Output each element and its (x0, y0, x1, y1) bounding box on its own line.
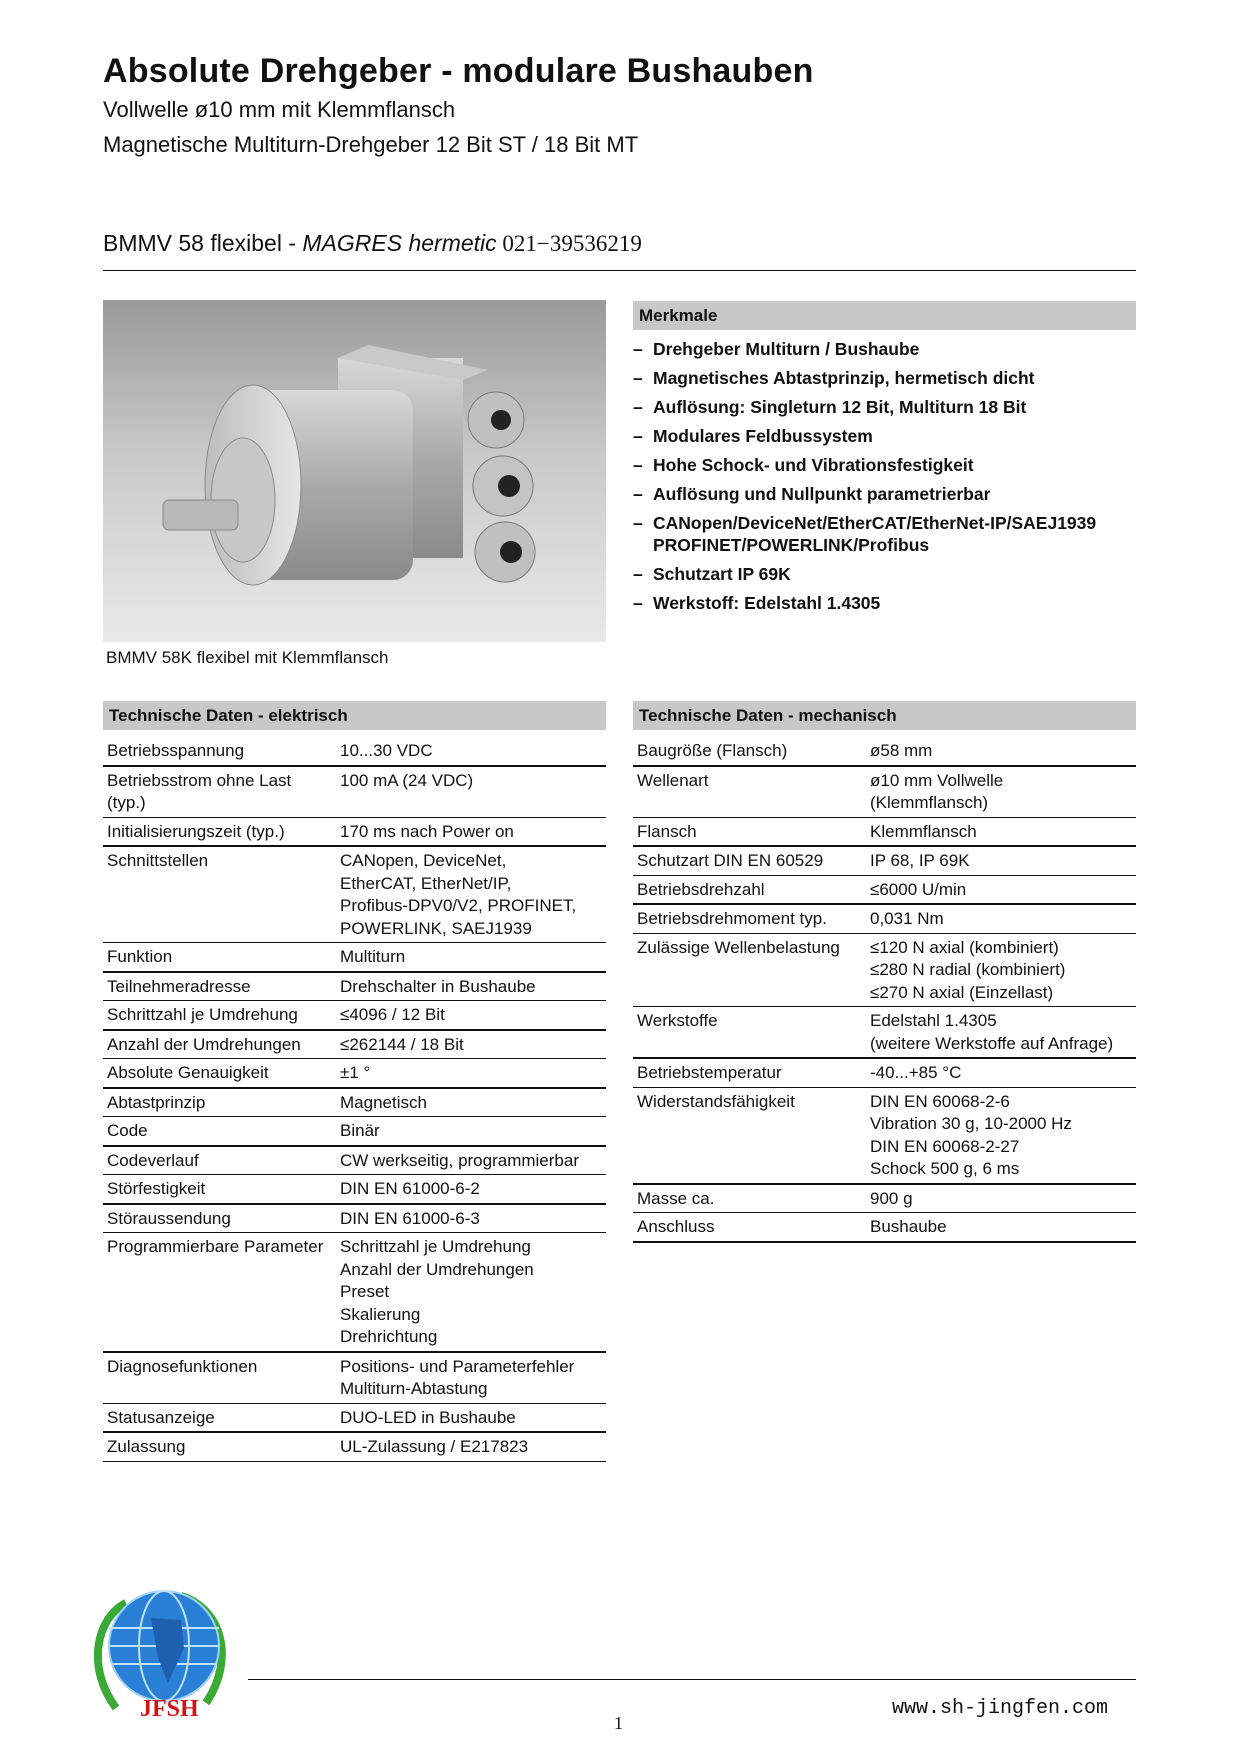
spec-value-line: CW werkseitig, programmierbar (340, 1150, 579, 1170)
spec-value-line: ≤120 N axial (kombiniert) (870, 937, 1059, 957)
spec-value-line: 100 mA (24 VDC) (340, 770, 474, 790)
spec-value (336, 1175, 606, 1204)
spec-value-line: CANopen, DeviceNet, (340, 851, 507, 870)
dash-bullet-icon: – (633, 564, 643, 584)
spec-row (633, 1213, 1136, 1242)
spec-value (336, 737, 606, 766)
spec-value-line: -40...+85 °C (870, 1063, 962, 1082)
spec-label: Betriebstemperatur (637, 1063, 782, 1082)
spec-value (866, 875, 1136, 904)
subtitle-resolution: Magnetische Multiturn-Drehgeber 12 Bit ST / 18 Bit MT (103, 132, 639, 157)
contact-phone: 021−39536219 (496, 231, 642, 256)
spec-row (103, 1432, 606, 1461)
spec-value (336, 1088, 606, 1117)
spec-row (103, 1175, 606, 1204)
spec-value (336, 1059, 606, 1088)
page-title: Absolute Drehgeber - modulare Bushauben (103, 52, 814, 90)
spec-label: Zulassung (107, 1437, 186, 1456)
spec-value-line: Drehschalter in Bushaube (340, 976, 536, 996)
mechanical-table (633, 737, 1136, 1243)
feature-text: Modulares Feldbussystem (653, 426, 873, 446)
feature-text: Auflösung: Singleturn 12 Bit, Multiturn 18 Bit (653, 397, 1027, 417)
spec-value (866, 1213, 1136, 1242)
spec-value-line: Vibration 30 g, 10-2000 Hz (870, 1114, 1072, 1133)
spec-value (336, 943, 606, 972)
spec-value (336, 1403, 606, 1432)
spec-value (336, 1146, 606, 1175)
spec-value-line: ≤262144 / 18 Bit (340, 1034, 464, 1054)
feature-text: Hohe Schock- und Vibrationsfestigkeit (653, 455, 974, 475)
spec-row (633, 737, 1136, 766)
product-photo (103, 300, 606, 642)
spec-label: Diagnosefunktionen (107, 1356, 258, 1376)
feature-text: Drehgeber Multiturn / Bushaube (653, 339, 920, 359)
feature-item (633, 425, 1136, 447)
spec-value-line: Schock 500 g, 6 ms (870, 1159, 1020, 1178)
spec-value (866, 766, 1136, 818)
spec-value-line: ≤280 N radial (kombiniert) (870, 960, 1066, 979)
dash-bullet-icon: – (633, 513, 643, 533)
spec-row (633, 766, 1136, 818)
spec-value (866, 1087, 1136, 1184)
spec-label: Code (107, 1121, 148, 1140)
spec-row (633, 1087, 1136, 1184)
spec-value (866, 817, 1136, 846)
spec-value-line: Binär (340, 1121, 380, 1140)
spec-value-line: 0,031 Nm (870, 909, 944, 928)
spec-label: Betriebsdrehzahl (637, 879, 765, 899)
spec-row (633, 846, 1136, 875)
spec-label: Widerstandsfähigkeit (637, 1091, 795, 1111)
features-heading: Merkmale (633, 301, 1136, 330)
spec-value (336, 972, 606, 1001)
spec-value-line: 10...30 VDC (340, 741, 433, 760)
spec-row (633, 1007, 1136, 1059)
product-model: BMMV 58 flexibel - (103, 230, 303, 256)
spec-row (103, 1030, 606, 1059)
subtitle-shaft: Vollwelle ø10 mm mit Klemmflansch (103, 97, 456, 122)
feature-item (633, 483, 1136, 505)
encoder-illustration (103, 300, 606, 642)
spec-row (103, 817, 606, 846)
dash-bullet-icon: – (633, 455, 643, 475)
spec-value-line: Skalierung (340, 1304, 421, 1324)
spec-row (103, 1403, 606, 1432)
dash-bullet-icon: – (633, 368, 643, 388)
spec-value-line: Multiturn (340, 947, 406, 966)
spec-value-line: DIN EN 61000-6-3 (340, 1208, 480, 1228)
spec-value-line: ≤270 N axial (Einzellast) (870, 982, 1054, 1002)
spec-value-line: Profibus-DPV0/V2, PROFINET, (340, 896, 577, 915)
spec-label: Baugröße (Flansch) (637, 741, 788, 760)
photo-caption: BMMV 58K flexibel mit Klemmflansch (106, 648, 389, 667)
spec-row (103, 846, 606, 943)
spec-value-line: 900 g (870, 1188, 913, 1208)
feature-item (633, 592, 1136, 614)
spec-row (633, 1184, 1136, 1213)
spec-value (866, 1058, 1136, 1087)
spec-row (633, 904, 1136, 933)
spec-label: Betriebsdrehmoment typ. (637, 909, 827, 928)
spec-value (336, 1001, 606, 1030)
spec-label: Funktion (107, 947, 173, 966)
spec-value-line: UL-Zulassung / E217823 (340, 1437, 529, 1456)
spec-row (103, 1233, 606, 1352)
spec-value-line: DIN EN 60068-2-6 (870, 1091, 1010, 1111)
spec-row (103, 1204, 606, 1233)
spec-label: Absolute Genauigkeit (107, 1063, 269, 1082)
spec-value-line: Multiturn-Abtastung (340, 1379, 488, 1398)
spec-value (336, 1030, 606, 1059)
spec-value (336, 1117, 606, 1146)
spec-value (866, 933, 1136, 1007)
spec-row (103, 972, 606, 1001)
dash-bullet-icon: – (633, 339, 643, 359)
feature-item (633, 454, 1136, 476)
spec-label: Initialisierungszeit (typ.) (107, 821, 285, 841)
features-list (633, 338, 1136, 614)
spec-value-line: DUO-LED in Bushaube (340, 1407, 516, 1427)
spec-label: Werkstoffe (637, 1011, 718, 1030)
electrical-specs (103, 701, 606, 1462)
spec-value (866, 737, 1136, 766)
spec-value-line: 170 ms nach Power on (340, 821, 514, 841)
spec-value (336, 766, 606, 818)
spec-value (866, 1007, 1136, 1059)
feature-text: Werkstoff: Edelstahl 1.4305 (653, 593, 881, 613)
feature-text: Schutzart IP 69K (653, 564, 791, 584)
spec-label: Betriebsspannung (107, 741, 245, 760)
features-section (633, 301, 1136, 621)
mechanical-heading: Technische Daten - mechanisch (633, 701, 1136, 730)
feature-item (633, 367, 1136, 389)
cable-glands (468, 392, 535, 582)
spec-label: Anzahl der Umdrehungen (107, 1034, 301, 1054)
spec-label: Programmierbare Parameter (107, 1237, 324, 1256)
spec-value (336, 846, 606, 943)
spec-row (103, 737, 606, 766)
feature-item (633, 563, 1136, 585)
spec-value-line: DIN EN 61000-6-2 (340, 1179, 480, 1198)
spec-label: Betriebsstrom ohne Last (typ.) (107, 770, 292, 812)
spec-value (866, 1184, 1136, 1213)
spec-label: Wellenart (637, 770, 709, 790)
spec-label: Abtastprinzip (107, 1092, 206, 1112)
feature-text: CANopen/DeviceNet/EtherCAT/EtherNet-IP/SAEJ1939 PROFINET/POWERLINK/Profibus (653, 513, 1097, 555)
shaft (163, 500, 238, 530)
spec-value-line: Magnetisch (340, 1092, 427, 1112)
spec-label: Anschluss (637, 1217, 715, 1236)
website-link[interactable]: www.sh-jingfen.com (892, 1697, 1109, 1720)
spec-label: Störfestigkeit (107, 1179, 206, 1198)
spec-value (866, 846, 1136, 875)
spec-value-line: ≤6000 U/min (870, 879, 967, 899)
spec-value-line: Anzahl der Umdrehungen (340, 1259, 534, 1279)
logo-text: JFSH (140, 1696, 199, 1722)
spec-value (336, 1233, 606, 1352)
spec-row (103, 943, 606, 972)
spec-value-line: ≤4096 / 12 Bit (340, 1005, 445, 1024)
feature-item (633, 338, 1136, 360)
dash-bullet-icon: – (633, 484, 643, 504)
spec-value (336, 817, 606, 846)
spec-label: Flansch (637, 821, 697, 841)
spec-value-line: (weitere Werkstoffe auf Anfrage) (870, 1033, 1114, 1053)
header-divider (103, 270, 1136, 271)
dash-bullet-icon: – (633, 593, 643, 613)
spec-value-line: Bushaube (870, 1217, 947, 1236)
spec-value-line: Schrittzahl je Umdrehung (340, 1237, 531, 1256)
page-number: 1 (614, 1713, 623, 1733)
feature-text: Magnetisches Abtastprinzip, hermetisch dicht (653, 368, 1035, 388)
spec-label: Störaussendung (107, 1208, 231, 1228)
footer-divider (248, 1679, 1136, 1680)
spec-row (103, 1088, 606, 1117)
spec-value (866, 904, 1136, 933)
spec-row (633, 817, 1136, 846)
spec-label: Masse ca. (637, 1188, 715, 1208)
product-brand: MAGRES hermetic (302, 230, 497, 256)
electrical-table (103, 737, 606, 1462)
spec-value-line: Drehrichtung (340, 1327, 438, 1346)
spec-value-line: EtherCAT, EtherNet/IP, (340, 873, 512, 893)
spec-row (103, 766, 606, 818)
feature-item (633, 396, 1136, 418)
spec-row (633, 933, 1136, 1007)
spec-row (633, 875, 1136, 904)
spec-value-line: Preset (340, 1282, 390, 1301)
spec-row (103, 1352, 606, 1404)
spec-value-line: (Klemmflansch) (870, 793, 989, 812)
product-line (103, 230, 642, 257)
dash-bullet-icon: – (633, 397, 643, 417)
spec-row (103, 1117, 606, 1146)
spec-value-line: DIN EN 60068-2-27 (870, 1136, 1020, 1156)
spec-value-line: ±1 ° (340, 1063, 371, 1082)
spec-label: Schutzart DIN EN 60529 (637, 851, 824, 870)
spec-value (336, 1204, 606, 1233)
spec-label: Schrittzahl je Umdrehung (107, 1005, 298, 1024)
spec-label: Schnittstellen (107, 851, 209, 870)
spec-label: Statusanzeige (107, 1407, 215, 1427)
spec-label: Teilnehmeradresse (107, 976, 251, 996)
spec-row (103, 1146, 606, 1175)
spec-row (103, 1059, 606, 1088)
spec-label: Zulässige Wellenbelastung (637, 937, 840, 957)
spec-value-line: ø58 mm (870, 741, 933, 760)
dash-bullet-icon: – (633, 426, 643, 446)
electrical-heading: Technische Daten - elektrisch (103, 701, 606, 730)
mechanical-specs (633, 701, 1136, 1243)
spec-value-line: Edelstahl 1.4305 (870, 1011, 997, 1030)
spec-value-line: IP 68, IP 69K (870, 851, 970, 870)
spec-value-line: Positions- und Parameterfehler (340, 1356, 575, 1376)
spec-value (336, 1352, 606, 1404)
feature-text: Auflösung und Nullpunkt parametrierbar (653, 484, 991, 504)
feature-item (633, 512, 1136, 556)
spec-row (633, 1058, 1136, 1087)
spec-value-line: ø10 mm Vollwelle (870, 770, 1004, 790)
spec-value (336, 1432, 606, 1461)
spec-value-line: Klemmflansch (870, 821, 977, 841)
spec-label: Codeverlauf (107, 1150, 199, 1170)
spec-value-line: POWERLINK, SAEJ1939 (340, 918, 532, 938)
spec-row (103, 1001, 606, 1030)
